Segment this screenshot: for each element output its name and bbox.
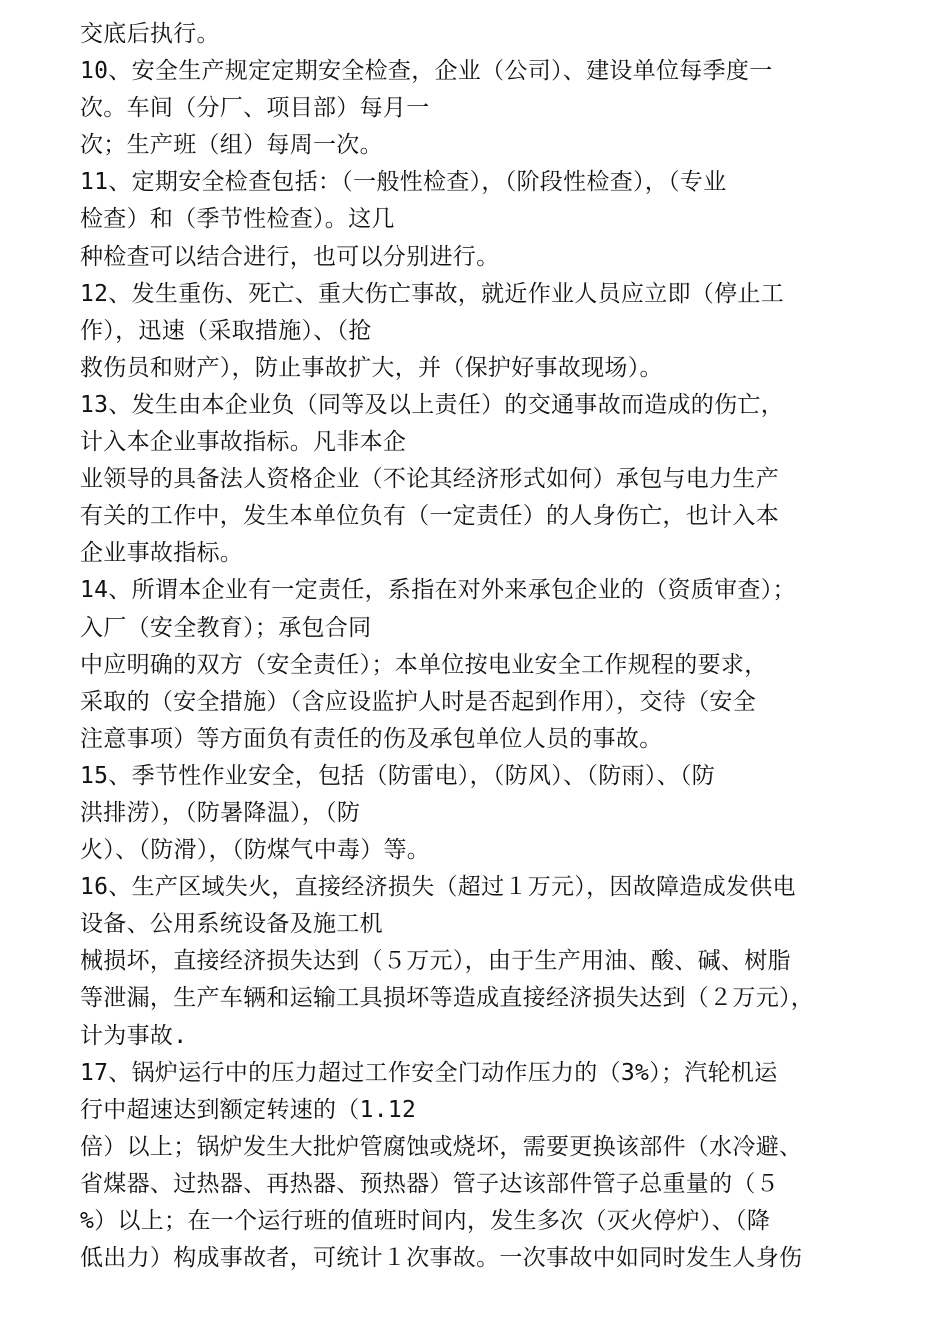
text-line: 有关的工作中，发生本单位负有（一定责任）的人身伤亡，也计入本 — [80, 503, 779, 530]
text-line: 行中超速达到额定转速的（1.12 — [80, 1096, 417, 1123]
text-line: 省煤器、过热器、再热器、预热器）管子达该部件管子总重量的（５ — [80, 1170, 779, 1197]
text-line: 交底后执行。 — [80, 21, 220, 47]
text-line: %）以上；在一个运行班的值班时间内，发生多次（灭火停炉）、（降 — [80, 1208, 771, 1234]
text-line: 火）、（防滑），（防煤气中毒）等。 — [80, 837, 431, 864]
text-line: 作），迅速（采取措施）、（抢 — [80, 317, 372, 344]
document-page — [80, 16, 880, 1277]
text-line: 次。车间（分厂、项目部）每月一 — [80, 95, 430, 122]
text-line: 中应明确的双方（安全责任）；本单位按电业安全工作规程的要求， — [80, 651, 768, 678]
text-line: 10、安全生产规定定期安全检查，企业（公司）、建设单位每季度一 — [80, 58, 773, 85]
text-line: 低出力）构成事故者，可统计１次事故。一次事故中如同时发生人身伤 — [80, 1245, 803, 1272]
text-line: 洪排涝），（防暑降温），（防 — [80, 799, 361, 826]
text-line: 12、发生重伤、死亡、重大伤亡事故，就近作业人员应立即（停止工 — [80, 280, 784, 307]
text-line: 15、季节性作业安全，包括（防雷电），（防风）、（防雨）、（防 — [80, 762, 715, 789]
text-line: 业领导的具备法人资格企业（不论其经济形式如何）承包与电力生产 — [80, 466, 779, 493]
text-line: 14、所谓本企业有一定责任，系指在对外来承包企业的（资质审查）； — [80, 577, 796, 604]
text-line: 检查）和（季节性检查）。这几 — [80, 206, 395, 233]
text-line: 械损坏，直接经济损失达到（５万元），由于生产用油、酸、碱、树脂 — [80, 948, 791, 975]
text-line: 计入本企业事故指标。凡非本企 — [80, 429, 407, 456]
text-line: 救伤员和财产），防止事故扩大，并（保护好事故现场）。 — [80, 354, 663, 381]
text-line: 入厂（安全教育）；承包合同 — [80, 614, 372, 641]
text-line: 11、定期安全检查包括：（一般性检查），（阶段性检查），（专业 — [80, 169, 727, 196]
text-line: 16、生产区域失火，直接经济损失（超过１万元），因故障造成发供电 — [80, 874, 796, 901]
text-line: 企业事故指标。 — [80, 540, 244, 567]
text-line: 13、发生由本企业负（同等及以上责任）的交通事故而造成的伤亡， — [80, 391, 784, 418]
text-line: 等泄漏，生产车辆和运输工具损坏等造成直接经济损失达到（２万元）， — [80, 985, 815, 1012]
text-line: 注意事项）等方面负有责任的伤及承包单位人员的事故。 — [80, 725, 663, 752]
text-line: 次；生产班（组）每周一次。 — [80, 132, 383, 159]
text-line: 设备、公用系统设备及施工机 — [80, 911, 383, 938]
text-line: 倍）以上；锅炉发生大批炉管腐蚀或烧坏，需要更换该部件（水冷避、 — [80, 1133, 803, 1160]
text-line: 17、锅炉运行中的压力超过工作安全门动作压力的（3%）；汽轮机运 — [80, 1059, 778, 1086]
text-line: 采取的（安全措施）（含应设监护人时是否起到作用），交待（安全 — [80, 688, 756, 715]
text-line: 种检查可以结合进行，也可以分别进行。 — [80, 243, 500, 270]
text-line: 计为事故. — [80, 1022, 188, 1049]
